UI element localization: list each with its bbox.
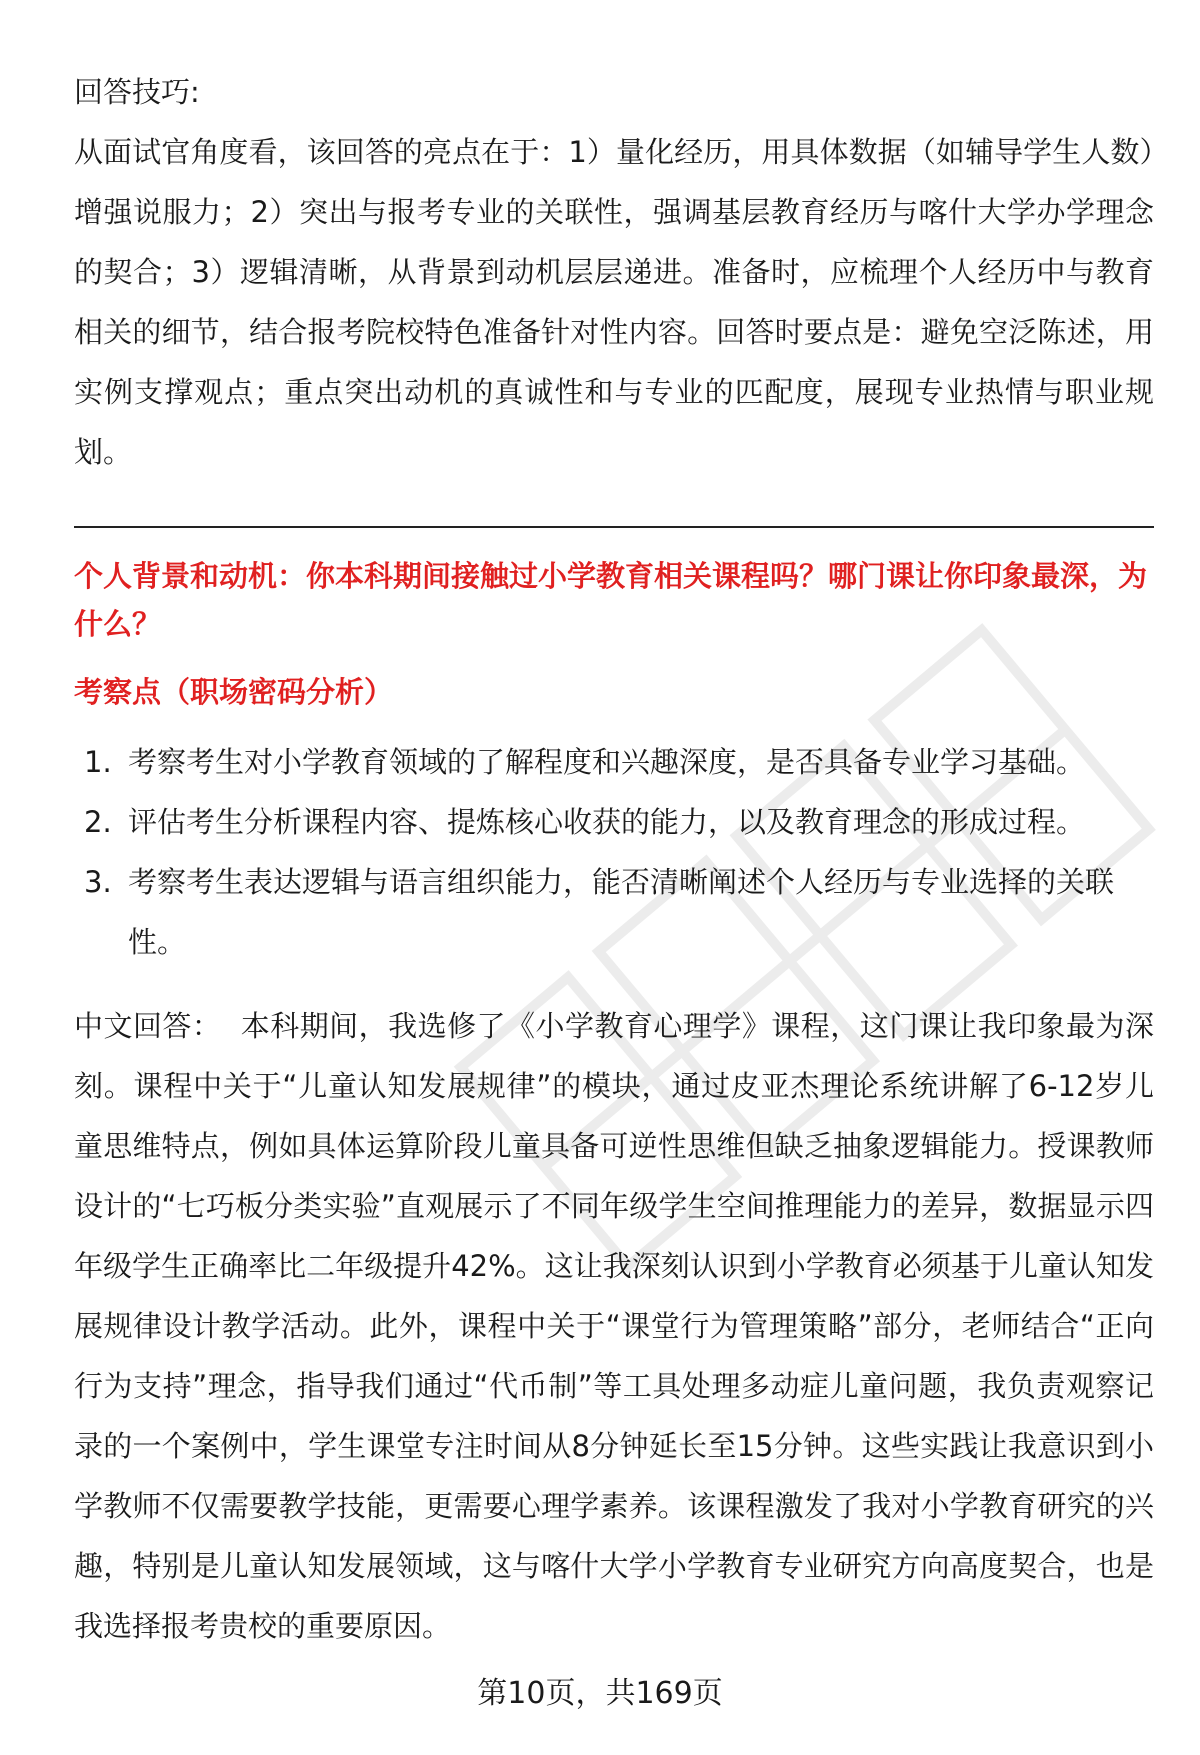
answer-label: 中文回答：	[74, 1009, 222, 1043]
document-page	[74, 62, 1154, 1656]
answer-paragraph	[74, 996, 1154, 1656]
list-item	[74, 792, 1154, 852]
page-footer: 第10页，共169页	[477, 1676, 723, 1711]
list-item-number: 1.	[84, 745, 112, 779]
list-item-text: 考察考生表达逻辑与语言组织能力，能否清晰阐述个人经历与专业选择的关联性。	[128, 865, 1115, 959]
assessment-section-title: 考察点（职场密码分析）	[74, 675, 394, 709]
tips-body: 从面试官角度看，该回答的亮点在于：1）量化经历，用具体数据（如辅导学生人数）增强说服力；2）突出与报考专业的关联性，强调基层教育经历与喀什大学办学理念的契合；3）逻辑清晰，从背景到动机层层递进。准备时，应梳理个人经历中与教育相关的细节，结合报考院校特色准备针对性内容。回答时要点是：避免空泛陈述，用实例支撑观点；重点突出动机的真诚性和与专业的匹配度，展现专业热情与职业规划。	[74, 135, 1154, 469]
list-item-text: 评估考生分析课程内容、提炼核心收获的能力，以及教育理念的形成过程。	[128, 805, 1086, 839]
list-item-text: 考察考生对小学教育领域的了解程度和兴趣深度，是否具备专业学习基础。	[128, 745, 1086, 779]
tips-label: 回答技巧:	[74, 75, 200, 109]
assessment-points-list	[74, 732, 1154, 972]
list-item-number: 2.	[84, 805, 112, 839]
list-item	[74, 852, 1154, 972]
list-item	[74, 732, 1154, 792]
section-divider	[74, 526, 1154, 528]
list-item-number: 3.	[84, 865, 112, 899]
answer-body: 本科期间，我选修了《小学教育心理学》课程，这门课让我印象最为深刻。课程中关于“儿童认知发展规律”的模块，通过皮亚杰理论系统讲解了6-12岁儿童思维特点，例如具体运算阶段儿童具备可逆性思维但缺乏抽象逻辑能力。授课教师设计的“七巧板分类实验”直观展示了不同年级学生空间推理能力的差异，数据显示四年级学生正确率比二年级提升42%。这让我深刻认识到小学教育必须基于儿童认知发展规律设计教学活动。此外，课程中关于“课堂行为管理策略”部分，老师结合“正向行为支持”理念，指导我们通过“代币制”等工具处理多动症儿童问题，我负责观察记录的一个案例中，学生课堂专注时间从8分钟延长至15分钟。这些实践让我意识到小学教师不仅需要教学技能，更需要心理学素养。该课程激发了我对小学教育研究的兴趣，特别是儿童认知发展领域，这与喀什大学小学教育专业研究方向高度契合，也是我选择报考贵校的重要原因。	[74, 1009, 1154, 1643]
question-heading: 个人背景和动机：你本科期间接触过小学教育相关课程吗？哪门课让你印象最深，为什么？	[74, 559, 1148, 641]
